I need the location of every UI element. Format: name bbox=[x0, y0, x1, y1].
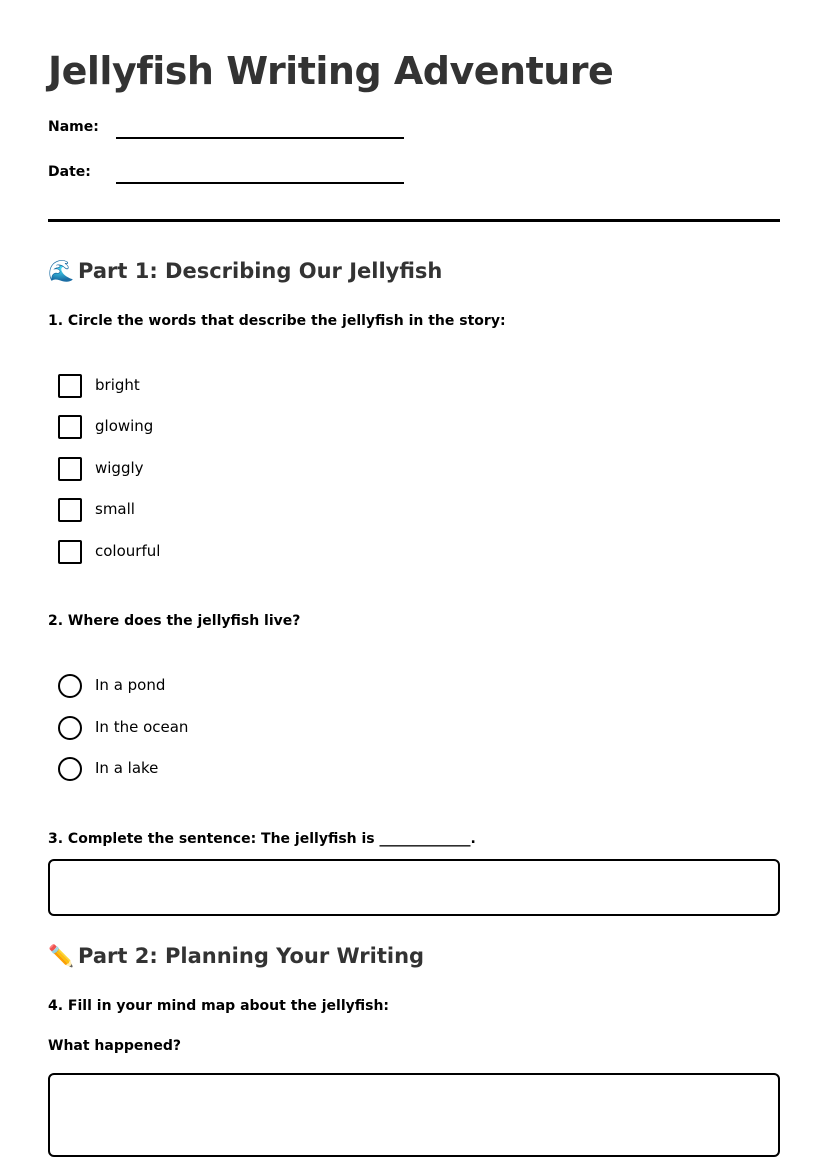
checkbox-label: colourful bbox=[95, 542, 161, 560]
radio-button[interactable] bbox=[58, 674, 82, 698]
question-1: 1. Circle the words that describe the jellyfish in the story: bbox=[48, 313, 506, 329]
radio-label: In the ocean bbox=[95, 718, 189, 736]
header-divider bbox=[48, 219, 780, 222]
checkbox-option[interactable] bbox=[58, 498, 458, 522]
question-2: 2. Where does the jellyfish live? bbox=[48, 613, 301, 629]
page-title: Jellyfish Writing Adventure bbox=[48, 49, 614, 93]
radio-label: In a pond bbox=[95, 676, 166, 694]
checkbox-label: glowing bbox=[95, 417, 154, 435]
mind-map-prompt: What happened? bbox=[48, 1038, 181, 1054]
pencil-icon: ✏️ bbox=[48, 944, 75, 968]
radio-button[interactable] bbox=[58, 757, 82, 781]
date-input-line[interactable] bbox=[116, 182, 404, 184]
checkbox-option[interactable] bbox=[58, 374, 458, 398]
checkbox[interactable] bbox=[58, 498, 82, 522]
radio-option[interactable] bbox=[58, 674, 458, 698]
radio-label: In a lake bbox=[95, 759, 159, 777]
part1-heading bbox=[48, 256, 442, 286]
radio-option[interactable] bbox=[58, 716, 458, 740]
checkbox[interactable] bbox=[58, 540, 82, 564]
part2-heading bbox=[48, 941, 424, 971]
checkbox-label: wiggly bbox=[95, 459, 144, 477]
checkbox[interactable] bbox=[58, 415, 82, 439]
checkbox-label: small bbox=[95, 500, 135, 518]
what-happened-answer-box[interactable] bbox=[48, 1073, 780, 1157]
checkbox[interactable] bbox=[58, 457, 82, 481]
checkbox-option[interactable] bbox=[58, 415, 458, 439]
name-label: Name: bbox=[48, 119, 99, 135]
radio-option[interactable] bbox=[58, 757, 458, 781]
date-label: Date: bbox=[48, 164, 91, 180]
wave-icon: 🌊 bbox=[48, 259, 75, 283]
radio-button[interactable] bbox=[58, 716, 82, 740]
checkbox-option[interactable] bbox=[58, 457, 458, 481]
date-field-row bbox=[48, 163, 448, 193]
part2-title: Part 2: Planning Your Writing bbox=[78, 944, 425, 968]
name-field-row bbox=[48, 118, 448, 148]
name-input-line[interactable] bbox=[116, 137, 404, 139]
part1-title: Part 1: Describing Our Jellyfish bbox=[78, 259, 443, 283]
checkbox[interactable] bbox=[58, 374, 82, 398]
checkbox-option[interactable] bbox=[58, 540, 458, 564]
checkbox-label: bright bbox=[95, 376, 140, 394]
question-3: 3. Complete the sentence: The jellyfish is _____________. bbox=[48, 831, 476, 847]
question-4: 4. Fill in your mind map about the jellyfish: bbox=[48, 998, 390, 1014]
sentence-answer-box[interactable] bbox=[48, 859, 780, 916]
